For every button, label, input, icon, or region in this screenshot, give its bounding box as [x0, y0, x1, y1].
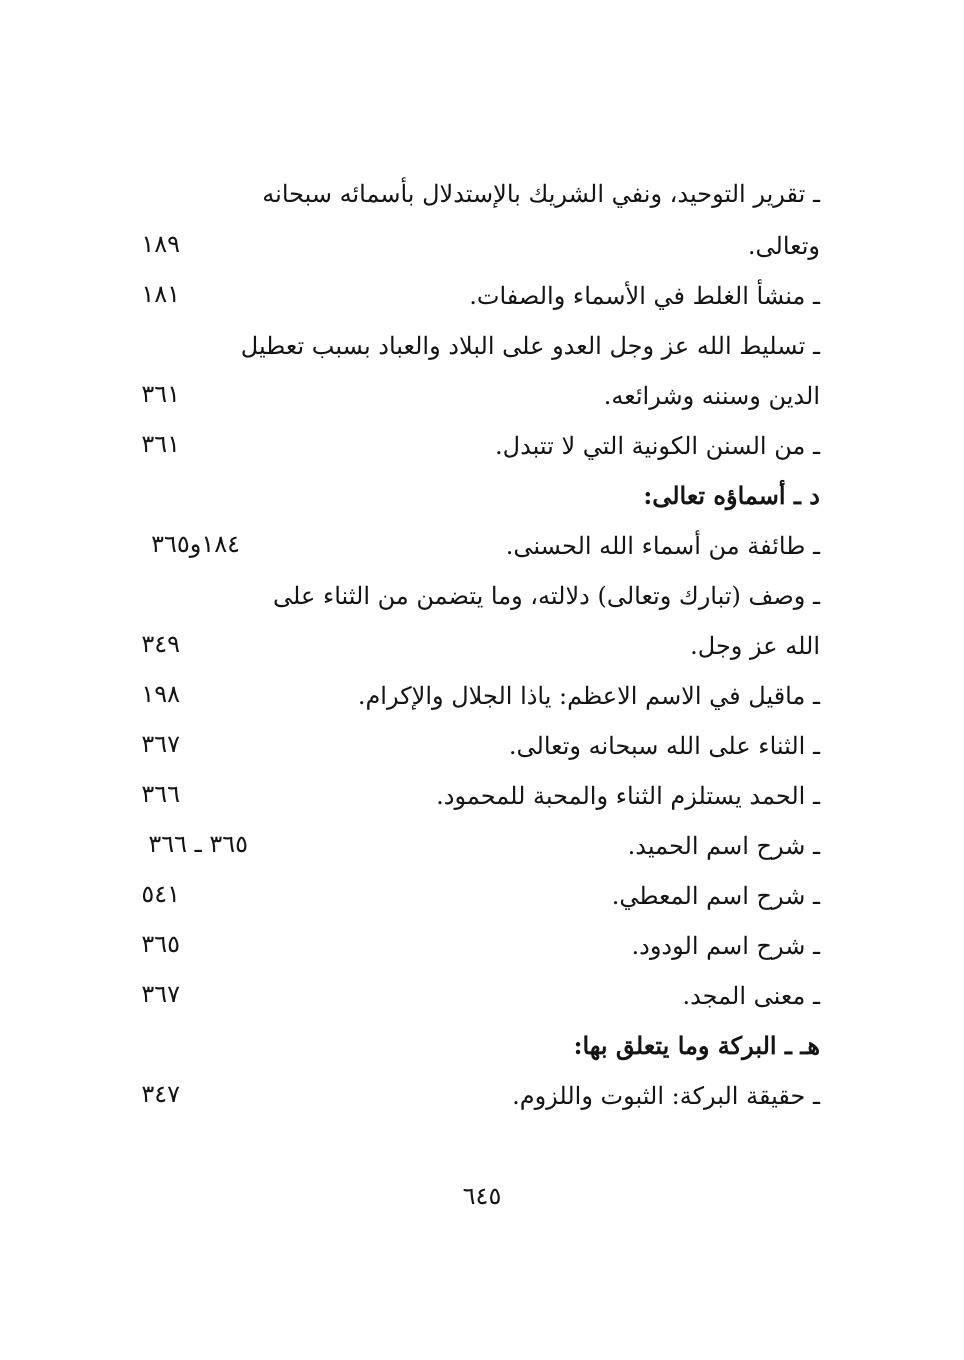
page-number: ٦٤٥ — [462, 1182, 502, 1210]
index-entry-text: ـ شرح اسم الحميد. — [627, 832, 820, 860]
index-entry-page: ٣٦٧ — [141, 730, 180, 758]
index-entry-text: ـ تسليط الله عز وجل العدو على البلاد والعباد بسبب تعطيل — [240, 332, 820, 360]
index-entry-page: ١٨٤و٣٦٥ — [151, 530, 240, 558]
index-entry-page: ٣٦١ — [141, 380, 180, 408]
index-entry-page: ٣٤٩ — [141, 630, 180, 658]
index-entry-page: ٣٦٧ — [141, 980, 180, 1008]
index-entry-text: ـ الثناء على الله سبحانه وتعالى. — [508, 732, 820, 760]
index-entry-page: ١٨١ — [141, 280, 180, 308]
index-entry-text: الله عز وجل. — [690, 632, 820, 660]
index-entry-page: ١٨٩ — [141, 230, 180, 258]
index-entry-text: ـ تقرير التوحيد، ونفي الشريك بالإستدلال بأسمائه سبحانه — [262, 180, 820, 208]
index-entry-page: ٣٦٦ — [141, 780, 180, 808]
index-entry-page: ٣٦١ — [141, 430, 180, 458]
index-section-heading: د ـ أسماؤه تعالى: — [643, 481, 820, 510]
index-entry-page: ٥٤١ — [141, 880, 180, 908]
index-entry-text: ـ طائفة من أسماء الله الحسنى. — [505, 532, 820, 560]
index-entry-text: ـ ماقيل في الاسم الاعظم: ياذا الجلال والإكرام. — [357, 682, 820, 710]
index-entry-text: ـ شرح اسم المعطي. — [611, 882, 820, 910]
index-entry-text: ـ وصف (تبارك وتعالى) دلالته، وما يتضمن من الثناء على — [273, 582, 820, 610]
index-entry-text: ـ شرح اسم الودود. — [631, 932, 820, 960]
index-entry-text: ـ الحمد يستلزم الثناء والمحبة للمحمود. — [436, 782, 820, 810]
index-entry-text: وتعالى. — [747, 232, 820, 260]
index-entry-text: الدين وسننه وشرائعه. — [603, 382, 820, 410]
index-entry-page: ١٩٨ — [141, 680, 180, 708]
index-entry-page: ٣٦٥ — [141, 930, 180, 958]
index-entry-page: ٣٤٧ — [141, 1080, 180, 1108]
index-entry-text: ـ منشأ الغلط في الأسماء والصفات. — [469, 282, 820, 310]
index-entry-text: ـ معنى المجد. — [682, 982, 820, 1010]
index-entry-text: ـ من السنن الكونية التي لا تتبدل. — [495, 432, 820, 460]
index-entry-page: ٣٦٥ ـ ٣٦٦ — [148, 830, 248, 858]
index-section-heading: هـ ـ البركة وما يتعلق بها: — [573, 1031, 820, 1060]
index-entry-text: ـ حقيقة البركة: الثبوت واللزوم. — [512, 1082, 820, 1110]
